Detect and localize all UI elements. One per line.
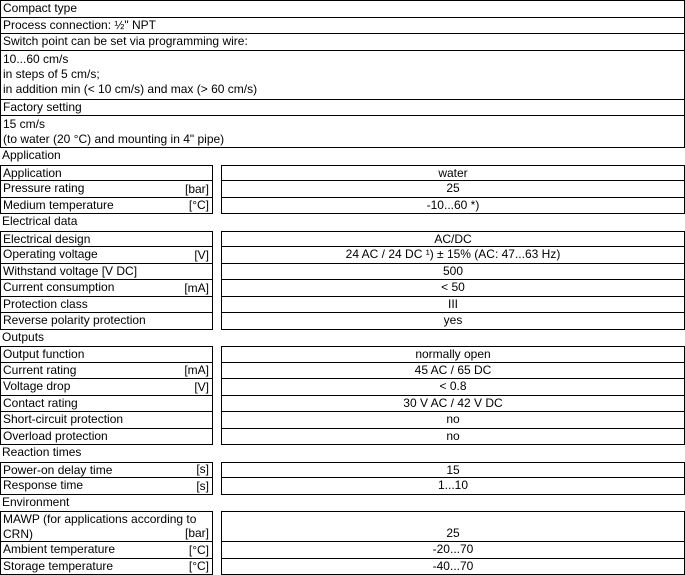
spec-row (0, 379, 685, 396)
switch-range-line: 10...60 cm/s (3, 51, 69, 66)
spec-value: no (221, 412, 685, 429)
spec-unit: [bar] (184, 526, 209, 540)
spec-value: yes (221, 313, 685, 330)
spec-unit: [mA] (184, 280, 209, 295)
spec-label: Medium temperature (3, 197, 114, 212)
section-title: Electrical data (2, 214, 78, 228)
spec-label-cell (0, 198, 213, 215)
spec-row (0, 264, 685, 281)
spec-label-cell (0, 231, 213, 248)
spec-label-cell (0, 429, 213, 446)
spec-label-cell (0, 478, 213, 495)
spec-label-cell (0, 542, 213, 559)
spec-value: water (221, 165, 685, 182)
spec-label: Output function (3, 347, 85, 361)
spec-unit: [V] (194, 379, 209, 394)
spec-value: < 50 (221, 280, 685, 297)
spec-label-cell (0, 313, 213, 330)
spec-row (0, 429, 685, 446)
spec-label: Pressure rating (3, 181, 85, 195)
spec-label-cell (0, 511, 213, 542)
factory-setting-row (0, 99, 685, 116)
spec-row (0, 313, 685, 330)
spec-label: Power-on delay time (3, 462, 113, 477)
spec-value: 30 V AC / 42 V DC (221, 396, 685, 413)
process-connection-text: Process connection: ½" NPT (3, 17, 156, 32)
section-title: Application (2, 148, 61, 162)
spec-value: 1...10 (221, 478, 685, 495)
spec-value: 15 (221, 462, 685, 479)
spec-label: Withstand voltage [V DC] (3, 263, 138, 278)
spec-row (0, 181, 685, 198)
spec-row (0, 462, 685, 479)
spec-row (0, 412, 685, 429)
spec-label-cell (0, 346, 213, 363)
spec-unit: [bar] (184, 181, 209, 196)
spec-row (0, 542, 685, 559)
spec-row (0, 231, 685, 248)
spec-unit: [mA] (184, 363, 209, 377)
spec-row (0, 247, 685, 264)
process-connection-row (0, 17, 685, 34)
spec-row (0, 280, 685, 297)
spec-label-cell (0, 280, 213, 297)
switch-point-text: Switch point can be set via programming wire: (3, 34, 248, 48)
spec-value: no (221, 429, 685, 446)
spec-label-cell (0, 165, 213, 182)
section-title: Outputs (2, 329, 45, 344)
spec-unit: [°C] (188, 542, 209, 557)
spec-label: Operating voltage (3, 247, 98, 261)
spec-unit: [V] (194, 247, 209, 262)
section-title-outputs (0, 330, 685, 347)
switch-range-line: in addition min (< 10 cm/s) and max (> 60 cm/s) (3, 81, 258, 96)
spec-row (0, 396, 685, 413)
spec-label-cell (0, 363, 213, 380)
spec-value: 24 AC / 24 DC ¹) ± 15% (AC: 47...63 Hz) (221, 247, 685, 264)
section-title: Reaction times (2, 445, 82, 459)
spec-unit: [°C] (188, 198, 209, 212)
spec-label: Short-circuit protection (3, 412, 124, 426)
section-title-application (0, 148, 685, 165)
spec-label: Current rating (3, 362, 77, 377)
spec-label: Response time (3, 478, 84, 492)
spec-label: Voltage drop (3, 379, 71, 393)
compact-type-text: Compact type (3, 1, 78, 15)
spec-unit: [°C] (188, 559, 209, 573)
factory-value-row (0, 115, 685, 148)
spec-value: normally open (221, 346, 685, 363)
spec-label-cell (0, 181, 213, 198)
section-title: Environment (2, 494, 70, 509)
spec-value: 25 (221, 181, 685, 198)
spec-label-cell (0, 379, 213, 396)
spec-label-cell (0, 264, 213, 281)
spec-label-cell (0, 559, 213, 575)
spec-row (0, 165, 685, 182)
spec-unit: [s] (196, 462, 209, 476)
spec-label-cell (0, 297, 213, 314)
spec-label: Electrical design (3, 231, 91, 246)
factory-value-text: 15 cm/s (3, 117, 46, 131)
spec-label: Storage temperature (3, 558, 114, 573)
spec-label: Current consumption (3, 280, 115, 294)
spec-value: -20...70 (221, 542, 685, 559)
spec-label: MAWP (for applications according to CRN) (3, 512, 197, 541)
spec-row (0, 297, 685, 314)
spec-value: < 0.8 (221, 379, 685, 396)
spec-label-cell (0, 412, 213, 429)
spec-row (0, 511, 685, 542)
spec-value: 45 AC / 65 DC (221, 363, 685, 380)
spec-label-cell (0, 462, 213, 479)
spec-label-cell (0, 247, 213, 264)
spec-label-cell (0, 396, 213, 413)
spec-value: -10...60 *) (221, 198, 685, 215)
switch-point-row (0, 33, 685, 50)
spec-row (0, 478, 685, 495)
spec-value: -40...70 (221, 559, 685, 575)
spec-label: Application (3, 165, 62, 180)
spec-label: Protection class (3, 296, 88, 311)
factory-note-text: (to water (20 °C) and mounting in 4" pipe) (3, 132, 225, 146)
spec-row (0, 559, 685, 575)
spec-value: 25 (221, 511, 685, 542)
spec-value: AC/DC (221, 231, 685, 248)
spec-label: Ambient temperature (3, 542, 116, 556)
spec-unit: [s] (196, 478, 209, 493)
spec-label: Contact rating (3, 395, 78, 410)
section-title-environment (0, 495, 685, 512)
spec-value: III (221, 297, 685, 314)
spec-row (0, 198, 685, 215)
section-title-electrical (0, 214, 685, 231)
switch-range-row (0, 50, 685, 99)
compact-type-row (0, 0, 685, 17)
factory-setting-text: Factory setting (3, 99, 82, 114)
spec-value: 500 (221, 264, 685, 281)
spec-row (0, 346, 685, 363)
switch-range-line: in steps of 5 cm/s; (3, 66, 100, 81)
spec-row (0, 363, 685, 380)
section-title-reaction-times (0, 445, 685, 462)
spec-label: Overload protection (3, 428, 108, 443)
spec-label: Reverse polarity protection (3, 313, 146, 327)
